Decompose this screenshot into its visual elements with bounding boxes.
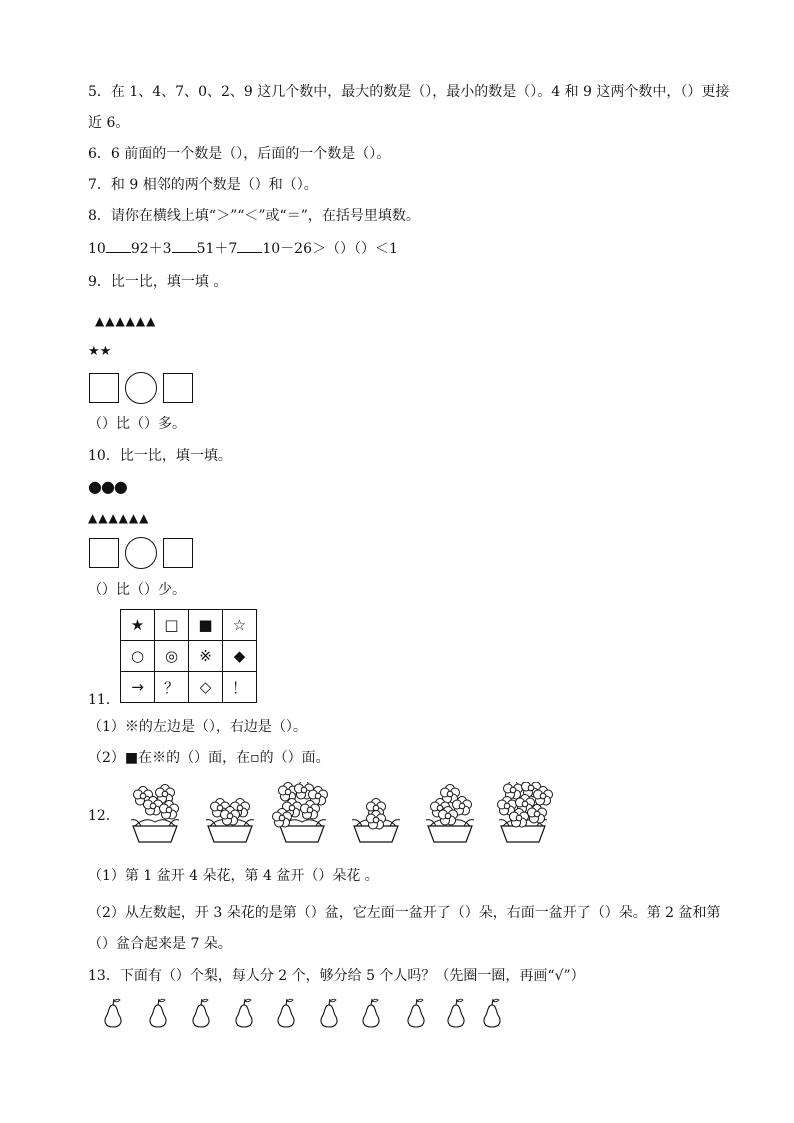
- grid-cell: ■: [189, 610, 223, 641]
- grid-cell: ！: [223, 672, 257, 703]
- q10-shape-row: [89, 538, 193, 569]
- q12-sub2-line2: （）盆合起来是 7 朵。: [88, 936, 232, 952]
- q8-blank-1[interactable]: [106, 238, 131, 253]
- grid-cell: →: [121, 672, 155, 703]
- pot-3-icon: [273, 782, 328, 842]
- q8-blank-3[interactable]: [237, 238, 262, 253]
- pear-icon: [408, 999, 424, 1027]
- q8-b: 9: [130, 241, 140, 257]
- q11-number: 11．: [88, 692, 120, 708]
- q9-answer-square-2[interactable]: [163, 373, 193, 403]
- q8-blank-2[interactable]: [172, 238, 197, 253]
- q11-sub2: （2）■在※的（）面，在▫的（）面。: [88, 750, 330, 766]
- q8-c: 2＋3: [139, 241, 172, 257]
- q11-symbol-grid: [120, 609, 257, 703]
- q10-triangles: ▲▲▲▲▲▲: [88, 511, 150, 525]
- q10-answer-circle[interactable]: [125, 537, 157, 569]
- pot-5-icon: [426, 785, 474, 843]
- q5-line1: 5．在 1、4、7、0、2、9 这几个数中，最大的数是（），最小的数是（）。4 和 9 这两个数中，（）更接: [88, 84, 730, 100]
- grid-cell: □: [155, 610, 189, 641]
- grid-cell: ○: [121, 641, 155, 672]
- q8-d: 5: [196, 241, 206, 257]
- q6-text: 6．6 前面的一个数是（），后面的一个数是（）。: [88, 146, 391, 162]
- q8-f: 10－2: [262, 241, 304, 257]
- flower-pots-illustration: [130, 782, 560, 844]
- q8-g: 6＞（）（）＜1: [303, 241, 398, 257]
- q10-dots: ●●●: [88, 477, 127, 496]
- grid-cell: ★: [121, 610, 155, 641]
- q9-stars: ★★: [88, 344, 112, 359]
- q11-sub1: （1）※的左边是（），右边是（）。: [88, 719, 307, 735]
- q10-answer-square-2[interactable]: [163, 538, 193, 568]
- pot-6-icon: [498, 782, 553, 842]
- pear-icon: [236, 999, 252, 1027]
- grid-cell: ☆: [223, 610, 257, 641]
- q12-sub1: （1）第 1 盆开 4 朵花，第 4 盆开（）朵花 。: [88, 868, 379, 884]
- pot-1-icon: [131, 785, 179, 843]
- grid-cell: ◇: [189, 672, 223, 703]
- q9-shape-row: [89, 373, 193, 404]
- pear-icon: [150, 999, 166, 1027]
- q5-line2: 近 6。: [88, 115, 130, 131]
- pear-icon: [484, 999, 500, 1027]
- pear-icon: [448, 999, 464, 1027]
- q10-answer-square-1[interactable]: [89, 538, 119, 568]
- pear-icon: [321, 999, 337, 1027]
- pear-icon: [363, 999, 379, 1027]
- pear-icon: [278, 999, 294, 1027]
- q9-triangles: ▲▲▲▲▲▲: [95, 314, 157, 328]
- pot-2-icon: [206, 799, 254, 843]
- q8-a: 10: [88, 241, 106, 257]
- q10-title: 10．比一比，填一填。: [88, 448, 232, 464]
- q12-number: 12．: [88, 808, 120, 824]
- q12-sub2-line1: （2）从左数起，开 3 朵花的是第（）盆，它左面一盆开了（）朵，右面一盆开了（）朵。第 2 盆和第: [88, 905, 721, 921]
- q13-text: 13．下面有（）个梨，每人分 2 个，够分给 5 个人吗？（先圈一圈，再画“√”）: [88, 968, 585, 984]
- grid-cell: ※: [189, 641, 223, 672]
- q10-answer: （）比（）少。: [88, 582, 186, 598]
- grid-cell: ◎: [155, 641, 189, 672]
- q8-expression: [88, 238, 398, 259]
- pot-4-icon: [352, 799, 400, 843]
- q9-answer-circle[interactable]: [125, 372, 157, 404]
- q8-e: 1＋7: [205, 241, 238, 257]
- pears-illustration: [100, 997, 510, 1029]
- pear-icon: [105, 999, 121, 1027]
- q9-answer-square-1[interactable]: [89, 373, 119, 403]
- grid-cell: ◆: [223, 641, 257, 672]
- pear-icon: [193, 999, 209, 1027]
- q9-title: 9．比一比，填一填 。: [88, 274, 228, 290]
- q8-title: 8．请你在横线上填“＞”“＜”或“＝”，在括号里填数。: [88, 208, 420, 224]
- q9-answer: （）比（）多。: [88, 416, 186, 432]
- grid-cell: ？: [155, 672, 189, 703]
- q7-text: 7．和 9 相邻的两个数是（）和（）。: [88, 177, 318, 193]
